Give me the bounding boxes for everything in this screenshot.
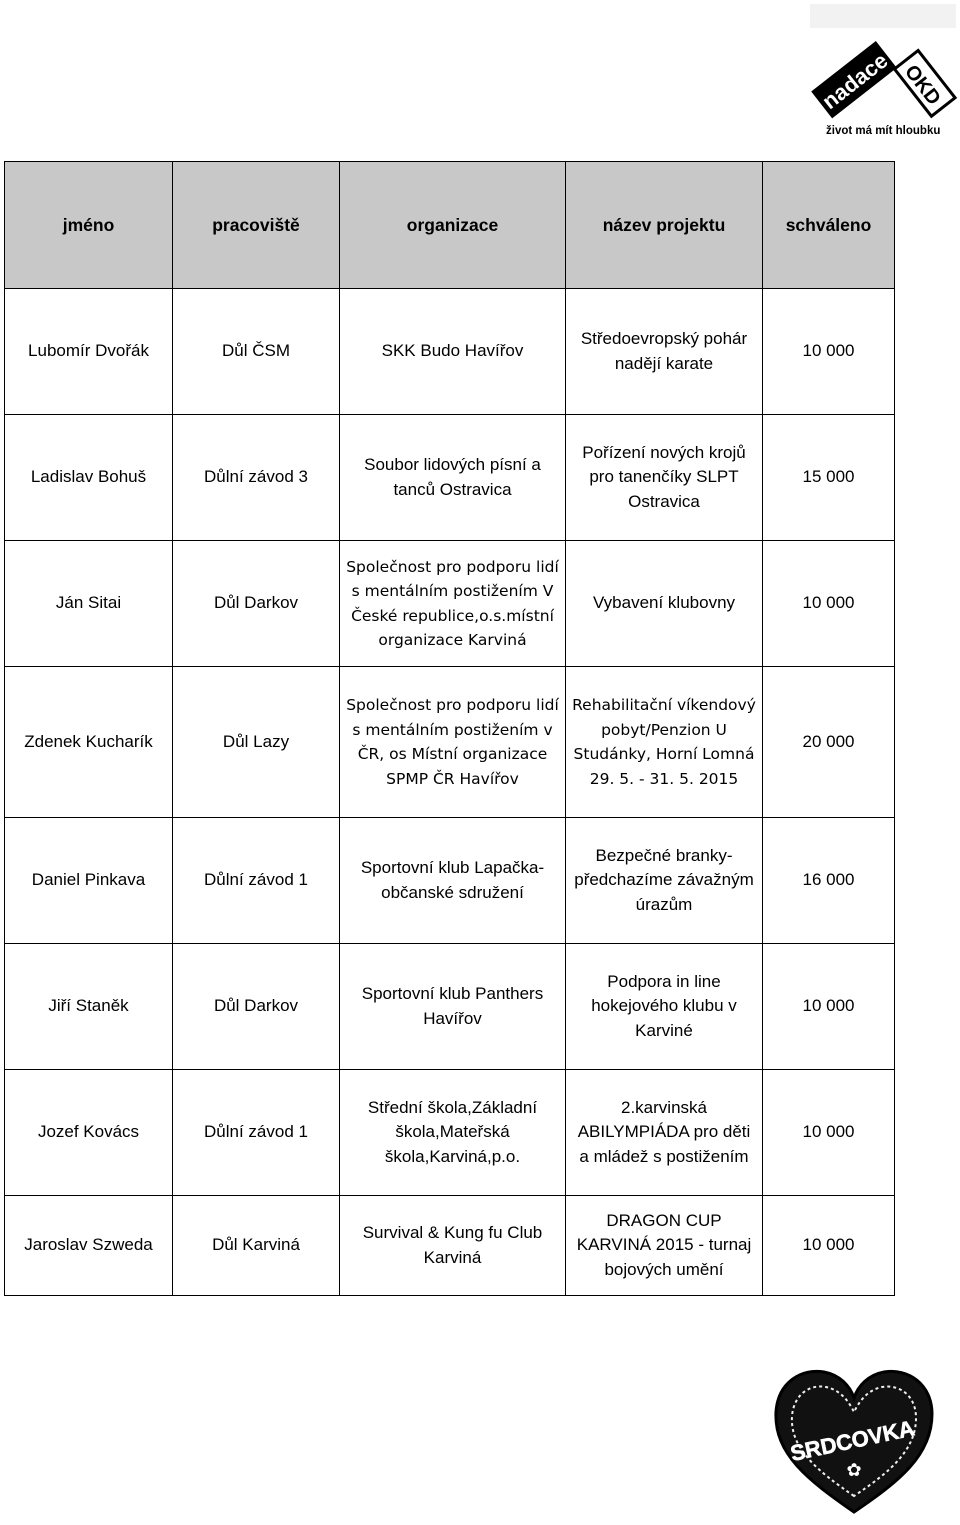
cell-organization: Střední škola,Základní škola,Mateřská škola,Karviná,p.o. xyxy=(340,1070,566,1196)
cell-project: Rehabilitační víkendový pobyt/Penzion U Studánky, Horní Lomná 29. 5. - 31. 5. 2015 xyxy=(566,667,763,818)
logo-word-okd: OKD xyxy=(900,60,945,110)
col-header-project: název projektu xyxy=(566,162,763,289)
cell-workplace: Důl ČSM xyxy=(173,289,340,415)
cell-workplace: Důl Lazy xyxy=(173,667,340,818)
nadace-okd-logo xyxy=(806,0,960,148)
table-row xyxy=(5,1070,895,1196)
cell-approved: 10 000 xyxy=(763,1196,895,1296)
cell-organization: Společnost pro podporu lidí s mentálním postižením v ČR, os Místní organizace SPMP ČR Havířov xyxy=(340,667,566,818)
cell-organization: Sportovní klub Panthers Havířov xyxy=(340,944,566,1070)
cell-name: Jiří Staněk xyxy=(5,944,173,1070)
col-header-name: jméno xyxy=(5,162,173,289)
srdcovka-heart-logo xyxy=(768,1362,940,1522)
grants-table xyxy=(4,161,895,1296)
cell-name: Zdenek Kucharík xyxy=(5,667,173,818)
cell-project: Středoevropský pohár nadějí karate xyxy=(566,289,763,415)
cell-name: Ladislav Bohuš xyxy=(5,415,173,541)
cell-approved: 16 000 xyxy=(763,818,895,944)
cell-workplace: Důl Darkov xyxy=(173,944,340,1070)
cell-organization: Sportovní klub Lapačka-občanské sdružení xyxy=(340,818,566,944)
cell-organization: Survival & Kung fu Club Karviná xyxy=(340,1196,566,1296)
cell-name: Jozef Kovács xyxy=(5,1070,173,1196)
table-row xyxy=(5,541,895,667)
table-row xyxy=(5,289,895,415)
cell-organization: Společnost pro podporu lidí s mentálním postižením V České republice,o.s.místní organizace Karviná xyxy=(340,541,566,667)
cell-workplace: Důl Karviná xyxy=(173,1196,340,1296)
cell-approved: 10 000 xyxy=(763,944,895,1070)
table-row xyxy=(5,818,895,944)
cell-project: Vybavení klubovny xyxy=(566,541,763,667)
table-row xyxy=(5,667,895,818)
table-row xyxy=(5,415,895,541)
cell-workplace: Důlní závod 3 xyxy=(173,415,340,541)
table-header-row xyxy=(5,162,895,289)
cell-project: Bezpečné branky-předchazíme závažným úrazům xyxy=(566,818,763,944)
cell-project: Pořízení nových krojů pro tanenčíky SLPT Ostravica xyxy=(566,415,763,541)
cell-approved: 20 000 xyxy=(763,667,895,818)
cell-approved: 10 000 xyxy=(763,1070,895,1196)
heart-stamp-text: SRDCOVKA xyxy=(788,1415,917,1466)
cell-project: Podpora in line hokejového klubu v Karviné xyxy=(566,944,763,1070)
cell-workplace: Důlní závod 1 xyxy=(173,818,340,944)
cell-approved: 10 000 xyxy=(763,541,895,667)
table-row xyxy=(5,1196,895,1296)
cell-workplace: Důl Darkov xyxy=(173,541,340,667)
logo-tagline: život má mít hloubku xyxy=(826,125,941,137)
cell-approved: 10 000 xyxy=(763,289,895,415)
cell-organization: SKK Budo Havířov xyxy=(340,289,566,415)
cell-project: DRAGON CUP KARVINÁ 2015 - turnaj bojových umění xyxy=(566,1196,763,1296)
cell-name: Daniel Pinkava xyxy=(5,818,173,944)
cell-name: Lubomír Dvořák xyxy=(5,289,173,415)
cell-approved: 15 000 xyxy=(763,415,895,541)
logo-word-nadace: nadace xyxy=(817,47,893,115)
cell-name: Jaroslav Szweda xyxy=(5,1196,173,1296)
col-header-approved: schváleno xyxy=(763,162,895,289)
col-header-workplace: pracoviště xyxy=(173,162,340,289)
cell-name: Ján Sitai xyxy=(5,541,173,667)
cell-workplace: Důlní závod 1 xyxy=(173,1070,340,1196)
cell-organization: Soubor lidových písní a tanců Ostravica xyxy=(340,415,566,541)
table-row xyxy=(5,944,895,1070)
cell-project: 2.karvinská ABILYMPIÁDA pro děti a mládež s postižením xyxy=(566,1070,763,1196)
heart-stamp-flourish: ✿ xyxy=(846,1460,862,1481)
col-header-organization: organizace xyxy=(340,162,566,289)
